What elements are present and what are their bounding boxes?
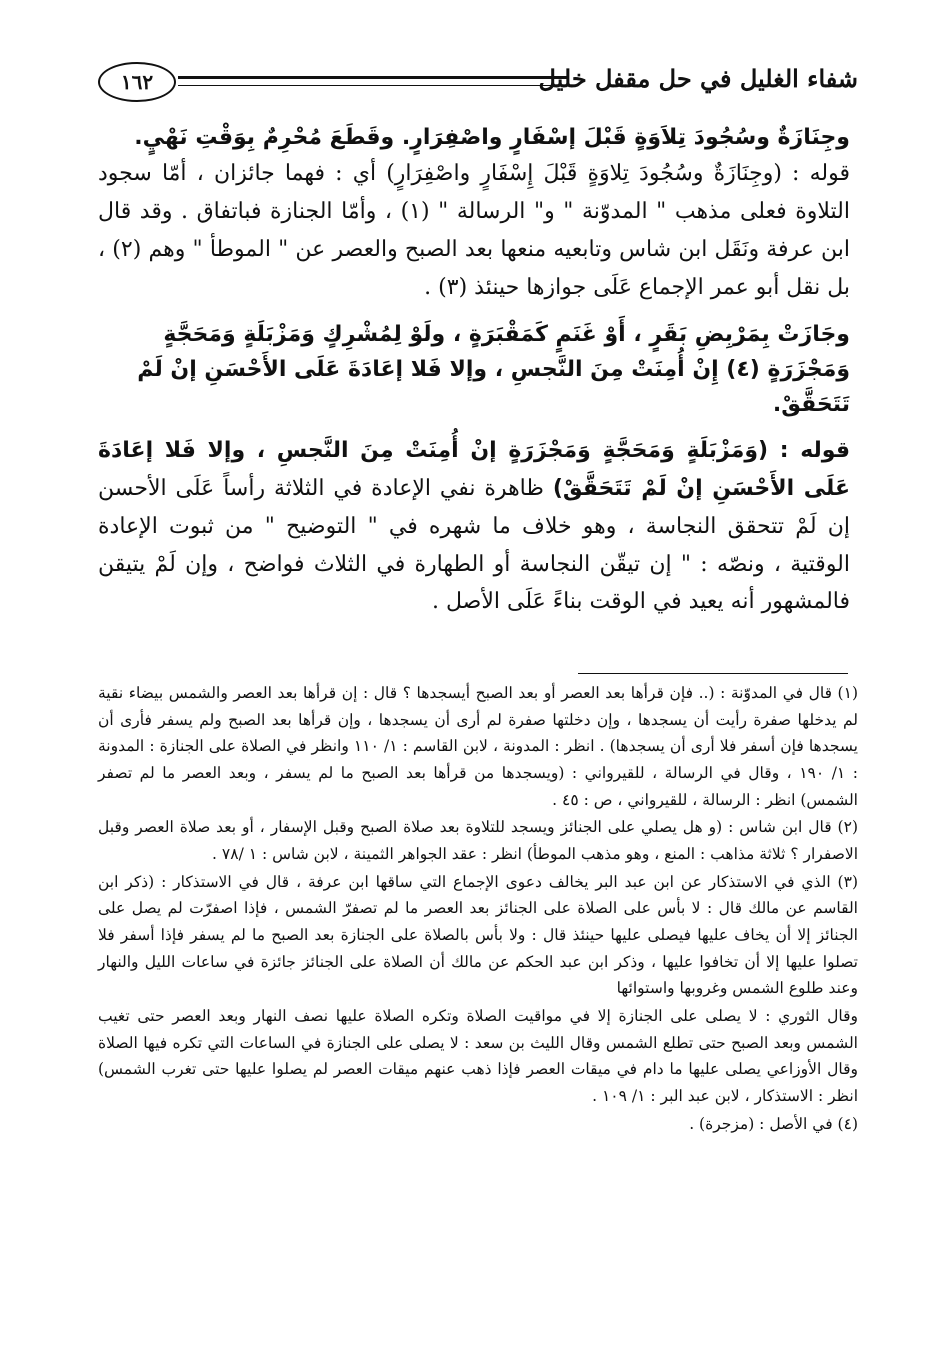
footnote-1: (١) قال في المدوّنة : (.. فإن قرأها بعد العصر أو بعد الصبح أيسجدها ؟ قال : إن قرأها بعد العصر والشمس بيضاء نقية لم يدخلها صفرة رأيت أن يسجدها ، وإن دخلتها صفرة لم أرى أن يسجدها ، وإن قرأها بعد الصبح ولم يسفر فأرى أن يسجدها فإن أسفر فلا أرى أن يسجدها) . انظر : المدونة ، لابن القاسم : ١/ ١١٠ وانظر في الصلاة على الجنازة : المدونة : ١/ ١٩٠ ، وقال في الرسالة ، للقيرواني : (ويسجدها من قرأها بعد الصبح ما لم يسفر ، وبعد العصر ما لم تصفر الشمس) انظر : الرسالة ، للقيرواني ، ص : ٤٥ . bbox=[98, 684, 858, 809]
commentary-quote: قوله : (وَمَزْبَلَةٍ وَمَحَجَّةٍ وَمَجْزَرَةٍ إنْ أُمِنَتْ مِنَ النَّجسِ ، وإلا فَلا إعَادَةَ عَلَى الأَحْسَنِ إنْ لَمْ تَتَحَقَّقْ) bbox=[98, 438, 851, 501]
page-number: ١٦٢ bbox=[98, 62, 176, 102]
footnote-3-continued: وقال الثوري : لا يصلى على الجنازة إلا في مواقيت الصلاة وتكره الصلاة عليها نصف النهار وبعد العصر حتى تغيب الشمس وبعد الصبح حتى تطلع الشمس وقال الليث بن سعد : لا يصلى على الجنازة في الساعات التي تكره فيها الصلاة وقال الأوزاعي يصلى عليها ما دام في ميقات العصر فإذا ذهب عنهم ميقات العصر لم يصلوا عليها حتى تغرب الشمس) انظر : الاستذكار ، لابن عبد البر : ١/ ١٠٩ . bbox=[98, 1006, 858, 1105]
header-rule bbox=[178, 76, 568, 86]
matn-text-1: وجِنَازَةٌ وسُجُودَ تِلاَوَةٍ قَبْلَ إسْفَارٍ واصْفِرَارٍ. وقَطَعَ مُحْرِمٌ بِوَقْتِ نَهْيٍ. bbox=[134, 125, 850, 150]
footnote-4: (٤) في الأصل : (مزجرة) . bbox=[689, 1114, 858, 1133]
commentary-paragraph-1: قوله : (وجِنَازَةٌ وسُجُودَ تِلاوَةٍ قَبْلَ إِسْفَارٍ واصْفِرَارٍ) أي : فهما جائزان ، أمّا سجود التلاوة فعلى مذهب " المدوّنة " و" الرسالة " (١) ، وأمّا الجنازة فباتفاق . وقد قال ابن عرفة ونَقَل ابن شاس وتابعيه منعها بعد الصبح والعصر عن " الموطأ " وهم (٢) ، بل نقل أبو عمر الإجماع عَلَى جوازها حينئذ (٣) . bbox=[98, 161, 850, 300]
matn-text-2: وجَازَتْ بِمَرْبِضِ بَقَرٍ ، أَوْ غَنَمٍ كَمَقْبَرَةٍ ، ولَوْ لِمُشْرِكٍ وَمَزْبَلَةٍ وَمَحَجَّةٍ وَمَجْزَرَةٍ (٤) إِنْ أُمِنَتْ مِنَ النَّجسِ ، وإلا فَلا إعَادَةَ عَلَى الأَحْسَنِ إنْ لَمْ تَتَحَقَّقْ. bbox=[137, 321, 850, 417]
commentary-text: ظاهرة نفي الإعادة في الثلاثة رأساً عَلَى الأحسن إن لَمْ تتحقق النجاسة ، وهو خلاف ما شهره في " التوضيح " من ثبوت الإعادة الوقتية ، ونصّه : " إن تيقّن النجاسة أو الطهارة في الثلاث فواضح ، وإن لَمْ يتيقن فالمشهور أنه يعيد في الوقت بناءً عَلَى الأصل . bbox=[98, 475, 850, 615]
footnotes bbox=[98, 680, 858, 1138]
commentary-paragraph-2 bbox=[98, 432, 850, 621]
footnote-divider bbox=[578, 673, 848, 674]
running-title: شفاء الغليل في حل مقفل خليل bbox=[538, 64, 858, 93]
footnote-2: (٢) قال ابن شاس : (و هل يصلي على الجنائز ويسجد للتلاوة بعد صلاة الصبح وقبل الإسفار ، أو بعد صلاة العصر وقبل الاصفرار ؟ ثلاثة مذاهب : المنع ، وهو مذهب الموطأ) انظر : عقد الجواهر الثمينة ، لابن شاس : ١ /٧٨ . bbox=[98, 818, 858, 863]
footnote-3: (٣) الذي في الاستذكار عن ابن عبد البر يخالف دعوى الإجماع التي ساقها ابن عرفة ، قال في الاستذكار : (ذكر ابن القاسم عن مالك قال : لا بأس على الصلاة على الجنائز بعد العصر ما لم تصفرّ الشمس ، فإذا اصفرّت لم يصل على الجنائز إلا أن يخاف عليها فيصلى عليها حينئذ قال : ولا بأس بالصلاة على الجنازة بعد الصبح ما لم يسفر فإذا أسفر فلا تصلوا عليها إلا أن تخافوا عليها ، وذكر ابن عبد الحكم عن مالك أن الصلاة على الجنائز جائزة في ساعات الليل والنهار وعند طلوع الشمس وغروبها واستوائها bbox=[98, 872, 858, 998]
main-text bbox=[98, 120, 850, 621]
page-header bbox=[98, 62, 858, 106]
